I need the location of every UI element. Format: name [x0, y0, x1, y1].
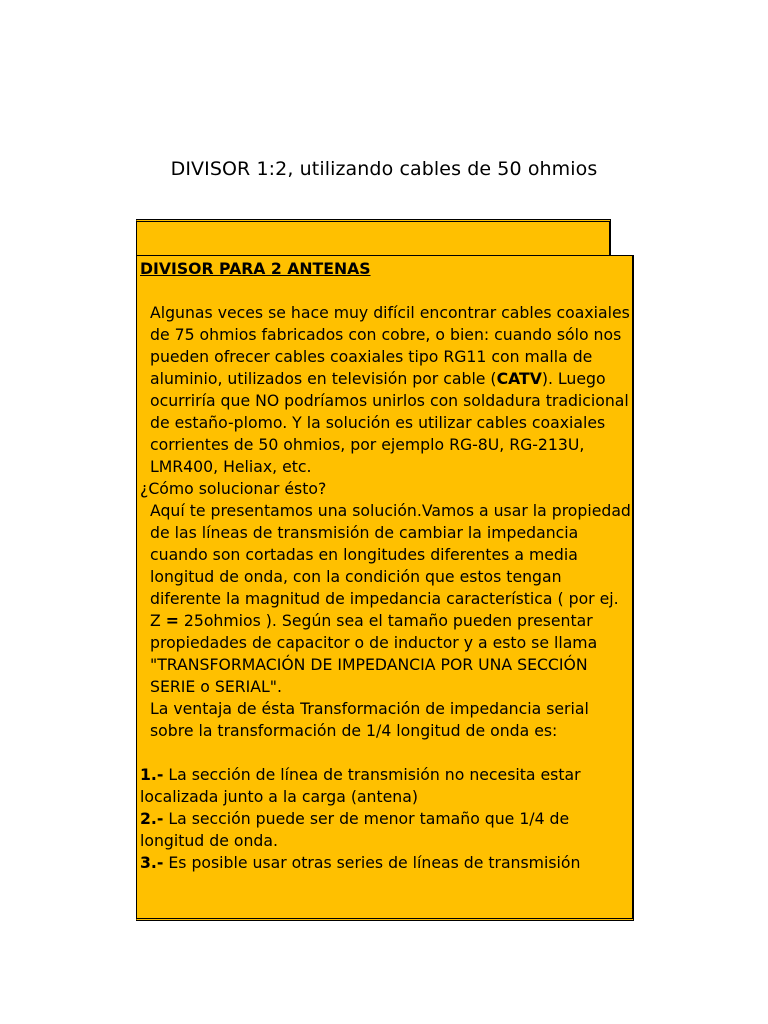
list-item-text: La sección puede ser de menor tamaño que 1/4 de longitud de onda. [140, 809, 570, 850]
equals-bold: = [165, 611, 179, 630]
list-item-text: La sección de línea de transmisión no necesita estar localizada junto a la carga (antena) [140, 765, 581, 806]
list-item-text: Es posible usar otras series de líneas de transmisión [163, 853, 581, 872]
intro-paragraph [140, 302, 632, 478]
solution-text-end: 25ohmios ). Según sea el tamaño pueden presentar propiedades de capacitor o de inductor y a esto se llama "TRANSFORMACIÓN DE IMPEDANCIA POR UNA SECCIÓN SERIE o SERIAL". [150, 611, 598, 696]
list-item-number: 3.- [140, 853, 164, 872]
advantage-paragraph: La ventaja de ésta Transformación de impedancia serial sobre la transformación de 1/4 longitud de onda es: [150, 699, 589, 740]
list-item [140, 852, 632, 874]
intro-text-end: ). Luego ocurriría que NO podríamos unirlos con soldadura tradicional de estaño-plomo. Y la solución es utilizar cables coaxiales corrientes de 50 ohmios, por ejemplo RG-8U, RG-213U, LMR400, Heliax, etc. [150, 369, 629, 476]
list-item-number: 2.- [140, 809, 164, 828]
header-bar [136, 219, 611, 258]
solution-paragraph [140, 500, 632, 698]
list-item [140, 808, 632, 852]
spacer [140, 742, 632, 764]
list-item-number: 1.- [140, 765, 164, 784]
page-title: DIVISOR 1:2, utilizando cables de 50 ohmios [170, 158, 598, 180]
section-heading: DIVISOR PARA 2 ANTENAS [140, 259, 371, 278]
spacer [140, 280, 632, 302]
content-box [136, 255, 634, 921]
intro-text-start: Algunas veces se hace muy difícil encontrar cables coaxiales de 75 ohmios fabricados con cobre, o bien: cuando sólo nos pueden ofrecer cables coaxiales tipo RG11 con malla de aluminio, utilizados en televisión por cable ( [150, 303, 630, 388]
list-item [140, 764, 632, 808]
solution-text-start: Aquí te presentamos una solución.Vamos a usar la propiedad de las líneas de transmisión de cambiar la impedancia cuando son cortadas en longitudes diferentes a media longitud de onda, con la condición que estos tengan diferente la magnitud de impedancia característica ( por ej. Z [150, 501, 631, 630]
catv-bold: CATV [496, 369, 542, 388]
question-text: ¿Cómo solucionar ésto? [140, 479, 327, 498]
